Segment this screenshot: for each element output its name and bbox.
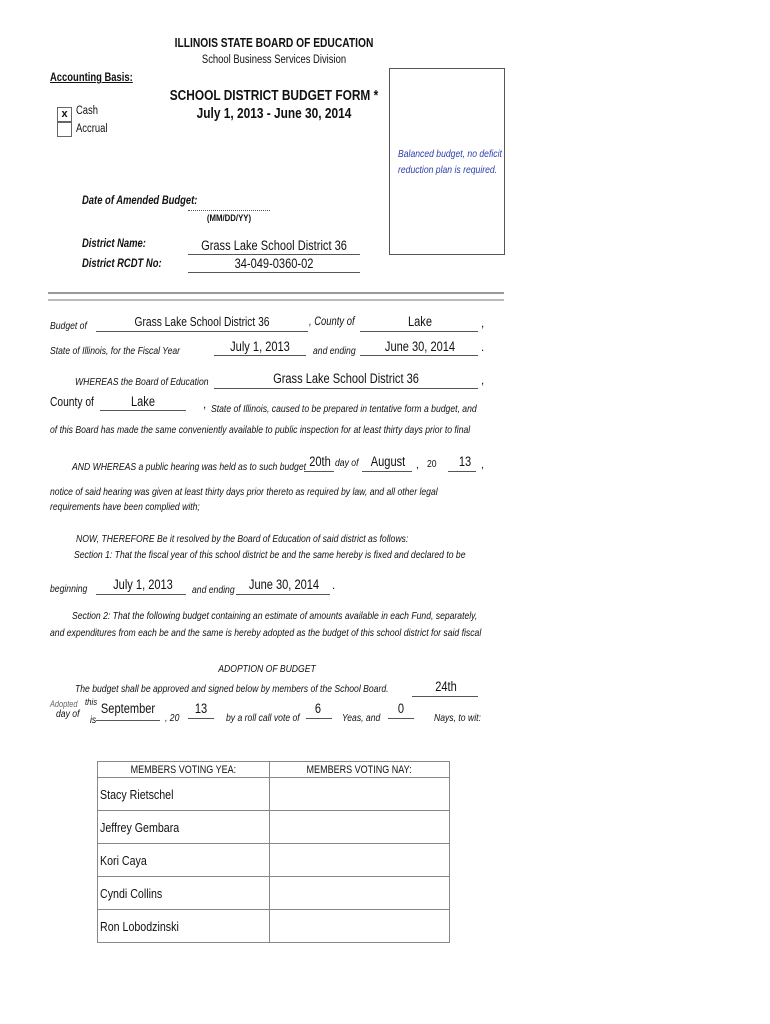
yeas-and-label: Yeas, and: [342, 712, 381, 724]
public-inspection-text: of this Board has made the same conveniently available to public inspection for at least thirty days prior to final: [50, 424, 471, 436]
accounting-basis-label: Accounting Basis:: [50, 72, 133, 84]
yea-member: Stacy Rietschel: [98, 778, 270, 811]
fiscal-year-label: State of Illinois, for the Fiscal Year: [50, 345, 181, 357]
budget-of-label: Budget of: [50, 320, 87, 332]
section-1-text: Section 1: That the fiscal year of this school district be and the same hereby is fixed and declared to be: [74, 549, 466, 561]
this-word: this: [85, 697, 98, 708]
table-row: [98, 844, 450, 877]
notice-text-1: notice of said hearing was given at least thirty days prior thereto as required by law, and all other legal: [50, 486, 438, 498]
fy-end-value: June 30, 2014: [384, 339, 456, 354]
yea-member: Jeffrey Gembara: [98, 811, 270, 844]
district-rcdt-label: District RCDT No:: [82, 258, 162, 270]
hearing-year-value: 13: [458, 454, 472, 469]
adopted-day-underline: [412, 696, 478, 697]
comma-5: ,: [481, 459, 484, 471]
notice-line-1: Balanced budget, no deficit: [398, 148, 502, 160]
budget-district-value: Grass Lake School District 36: [134, 315, 270, 329]
date-format-hint: (MM/DD/YY): [206, 213, 252, 224]
period: .: [481, 342, 485, 354]
notice-box: [389, 68, 505, 255]
adopted-word: Adopted: [50, 699, 78, 709]
and-ending-label-2: and ending: [192, 584, 235, 596]
begin-date-underline: [96, 594, 186, 595]
adopted-month-underline: [96, 720, 160, 721]
nay-member: [270, 778, 450, 811]
table-row: [98, 811, 450, 844]
adoption-heading: ADOPTION OF BUDGET: [218, 663, 316, 675]
section-2-text-1: Section 2: That the following budget containing an estimate of amounts available in each Fund, separately,: [72, 610, 478, 622]
fy-start-value: July 1, 2013: [230, 339, 290, 354]
section-2-text-2: and expenditures from each be and the same is hereby adopted as the budget of this school district for said fiscal: [50, 627, 482, 639]
cash-checkbox[interactable]: x: [57, 107, 72, 122]
agency-name: ILLINOIS STATE BOARD OF EDUCATION: [174, 36, 374, 50]
section-separator: [48, 292, 504, 301]
comma-4: ,: [416, 459, 419, 471]
approved-text: The budget shall be approved and signed below by members of the School Board.: [75, 683, 389, 695]
hearing-day-value: 20th: [309, 454, 331, 469]
nay-member: [270, 811, 450, 844]
period-2: .: [332, 580, 336, 592]
roll-call-label: by a roll call vote of: [226, 712, 300, 724]
now-therefore-text: NOW, THEREFORE Be it resolved by the Board of Education of said district as follows:: [76, 533, 409, 545]
district-name-value: Grass Lake School District 36: [201, 238, 347, 253]
end-date-value: June 30, 2014: [248, 577, 320, 592]
comma: ,: [481, 318, 485, 330]
county-of-label: , County of: [309, 316, 355, 328]
begin-date-value: July 1, 2013: [113, 577, 173, 592]
nays-label: Nays, to wit:: [434, 712, 481, 724]
nay-member: [270, 877, 450, 910]
table-row: [98, 778, 450, 811]
hearing-year-underline: [448, 471, 476, 472]
votes-table: [97, 761, 450, 943]
accrual-label: Accrual: [76, 123, 108, 135]
day-of-label: day of: [335, 457, 359, 469]
whereas-district-value: Grass Lake School District 36: [273, 371, 419, 386]
yea-member: Ron Lobodzinski: [98, 910, 270, 943]
tentative-text: State of Illinois, caused to be prepared in tentative form a budget, and: [211, 403, 477, 415]
notice-text-2: requirements have been complied with;: [50, 501, 200, 513]
yea-member: Cyndi Collins: [98, 877, 270, 910]
adopted-year-underline: [188, 718, 214, 719]
notice-line-2: reduction plan is required.: [398, 164, 498, 176]
adopted-year-value: 13: [194, 701, 208, 716]
county-of-label-2: County of: [50, 395, 94, 409]
yea-header: MEMBERS VOTING YEA:: [98, 762, 270, 778]
amended-date-field[interactable]: [188, 210, 270, 211]
whereas-underline: [214, 388, 478, 389]
division-name: School Business Services Division: [201, 54, 347, 66]
county-value-2: Lake: [130, 394, 156, 409]
nay-header: MEMBERS VOTING NAY:: [270, 762, 450, 778]
hearing-month-value: August: [370, 454, 406, 469]
is-word: is: [90, 714, 97, 726]
cash-label: Cash: [76, 105, 99, 117]
county-value: Lake: [407, 314, 433, 329]
district-rcdt-value: 34-049-0360-02: [234, 256, 314, 271]
adopted-year-prefix: , 20: [165, 712, 180, 724]
hearing-day-underline: [304, 471, 334, 472]
comma-2: ,: [481, 375, 485, 387]
comma-3: ,: [203, 399, 207, 411]
county-underline-2: [100, 410, 186, 411]
district-name-underline: [188, 254, 360, 255]
and-ending-label: and ending: [313, 345, 356, 357]
fy-start-underline: [214, 355, 306, 356]
adopted-day-value: 24th: [435, 679, 457, 694]
adopted-day-of: day of: [56, 708, 80, 720]
year-prefix: 20: [427, 458, 437, 470]
nays-count-value: 0: [397, 701, 405, 716]
nay-member: [270, 844, 450, 877]
nays-underline: [388, 718, 414, 719]
adopted-month-value: September: [100, 701, 156, 716]
rcdt-underline: [188, 272, 360, 273]
end-date-underline: [236, 594, 330, 595]
beginning-label: beginning: [50, 583, 88, 595]
whereas-label: WHEREAS the Board of Education: [75, 376, 209, 388]
district-name-label: District Name:: [82, 238, 146, 250]
hearing-text: AND WHEREAS a public hearing was held as to such budget: [72, 461, 307, 473]
form-title: SCHOOL DISTRICT BUDGET FORM *: [169, 88, 379, 104]
hearing-month-underline: [362, 471, 412, 472]
accrual-checkbox[interactable]: [57, 122, 72, 137]
yeas-underline: [306, 718, 332, 719]
fy-end-underline: [360, 355, 478, 356]
table-row: [98, 910, 450, 943]
yeas-count-value: 6: [314, 701, 322, 716]
nay-member: [270, 910, 450, 943]
budget-district-underline: [96, 331, 308, 332]
table-row: [98, 877, 450, 910]
yea-member: Kori Caya: [98, 844, 270, 877]
amended-date-label: Date of Amended Budget:: [82, 195, 198, 207]
fiscal-year-dates: July 1, 2013 - June 30, 2014: [196, 106, 352, 122]
county-underline: [360, 331, 478, 332]
